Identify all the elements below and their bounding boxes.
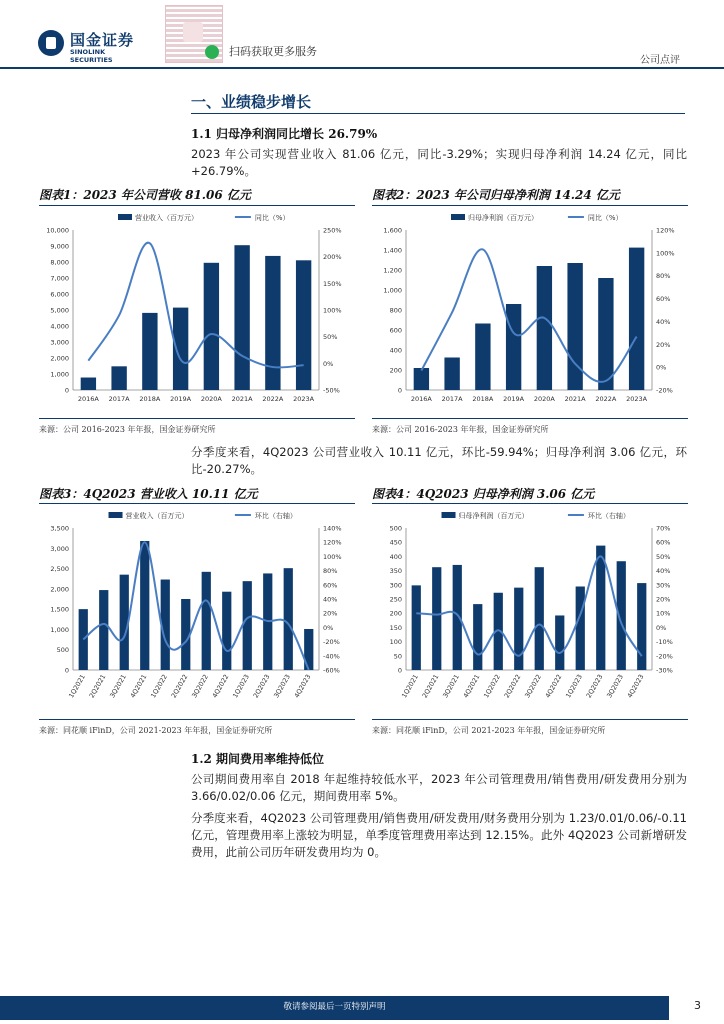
right-y-tick-label: 100% — [323, 306, 342, 315]
x-tick-label: 2017A — [108, 395, 130, 403]
subsection-title-1: 1.1 归母净利润同比增长 26.79% — [191, 127, 378, 141]
bar — [596, 546, 605, 670]
x-tick-label: 1Q2023 — [231, 673, 251, 700]
figure-2-chart — [372, 208, 688, 414]
right-y-tick-label: 60% — [656, 295, 671, 304]
paragraph-quarterly-expenses: 分季度来看，4Q2023 公司管理费用/销售费用/研发费用/财务费用分别为 1.23/0.01/0.06/-0.11 亿元，管理费用率上涨较为明显，单季度管理费用率达到 12.15%。此外 4Q2023 公司新增研发费用，此前公司历年研发费用均为 0。 — [191, 811, 687, 859]
right-y-tick-label: 70% — [656, 524, 671, 533]
bar — [473, 604, 482, 670]
x-tick-label: 2021A — [564, 395, 586, 403]
figure-1-rule — [39, 205, 355, 206]
right-y-tick-label: 120% — [323, 538, 342, 547]
bar — [506, 304, 521, 390]
x-tick-label: 2022A — [595, 395, 617, 403]
left-y-tick-label: 150 — [389, 623, 402, 632]
bar — [99, 590, 108, 670]
right-y-tick-label: 40% — [323, 595, 338, 604]
left-y-tick-label: 500 — [389, 524, 402, 533]
bar — [265, 256, 280, 390]
bar — [111, 366, 126, 390]
left-y-tick-label: 9,000 — [50, 242, 69, 251]
bar — [243, 581, 252, 670]
figure-4-chart — [372, 506, 688, 716]
document-type-label: 公司点评 — [640, 55, 680, 66]
x-tick-label: 2019A — [170, 395, 192, 403]
x-tick-label: 2020A — [200, 395, 222, 403]
left-y-tick-label: 2,500 — [50, 565, 69, 574]
figure-1-chart — [39, 208, 355, 414]
x-tick-label: 2022A — [262, 395, 284, 403]
left-y-tick-label: 100 — [389, 638, 402, 647]
x-tick-label: 2017A — [441, 395, 463, 403]
right-y-tick-label: 40% — [656, 567, 671, 576]
x-tick-label: 2019A — [503, 395, 525, 403]
right-y-tick-label: 100% — [323, 552, 342, 561]
bar — [142, 313, 157, 390]
figure-4-source: 来源：同花顺 iFinD，公司 2021-2023 年年报，国金证券研究所 — [372, 726, 606, 735]
legend-bar-label: 归母净利润（百万元） — [468, 214, 538, 222]
bar — [453, 565, 462, 670]
figure-1-source: 来源：公司 2016-2023 年年报，国金证券研究所 — [39, 425, 216, 434]
figure-1-title: 图表1：2023 年公司营收 81.06 亿元 — [39, 188, 251, 202]
right-y-tick-label: 0% — [323, 623, 334, 632]
x-tick-label: 2023A — [293, 395, 315, 403]
page-number: 3 — [694, 999, 701, 1012]
legend-line-label: 同比（%） — [587, 214, 623, 222]
left-y-tick-label: 200 — [389, 609, 402, 618]
x-tick-label: 2Q2021 — [420, 673, 441, 700]
logo-mark-icon — [38, 30, 64, 56]
right-y-tick-label: 20% — [656, 340, 671, 349]
left-y-tick-label: 250 — [389, 595, 402, 604]
x-tick-label: 3Q2021 — [108, 673, 128, 700]
right-y-tick-label: 10% — [656, 609, 671, 618]
bar — [140, 541, 149, 670]
company-logo — [38, 28, 148, 64]
left-y-tick-label: 0 — [64, 386, 69, 395]
left-y-tick-label: 3,000 — [50, 338, 69, 347]
bar — [637, 583, 646, 670]
right-y-tick-label: 0% — [656, 623, 667, 632]
left-y-tick-label: 10,000 — [46, 226, 69, 235]
qr-caption: 扫码获取更多服务 — [229, 45, 317, 58]
right-y-tick-label: 150% — [323, 279, 342, 288]
x-tick-label: 2021A — [231, 395, 253, 403]
left-y-tick-label: 6,000 — [50, 290, 69, 299]
left-y-tick-label: 50 — [393, 652, 402, 661]
bar — [81, 378, 96, 390]
paragraph-expense-ratio: 公司期间费用率自 2018 年起维持较低水平，2023 年公司管理费用/销售费用/研发费用分别为 3.66/0.02/0.06 亿元，期间费用率 5%。 — [191, 772, 687, 803]
figure-3-chart — [39, 506, 355, 716]
right-y-tick-label: 60% — [323, 581, 338, 590]
left-y-tick-label: 4,000 — [50, 322, 69, 331]
left-y-tick-label: 1,000 — [383, 286, 402, 295]
right-y-tick-label: -20% — [656, 386, 673, 395]
x-tick-label: 1Q2021 — [67, 673, 87, 700]
growth-line — [83, 542, 309, 670]
right-y-tick-label: 20% — [656, 595, 671, 604]
right-y-tick-label: 60% — [656, 538, 671, 547]
bar — [444, 358, 459, 391]
left-y-tick-label: 1,000 — [50, 625, 69, 634]
x-tick-label: 2Q2021 — [87, 673, 108, 700]
bar — [567, 263, 582, 390]
header-divider — [0, 67, 724, 69]
bar — [432, 567, 441, 670]
figure-2-source: 来源：公司 2016-2023 年年报，国金证券研究所 — [372, 425, 549, 434]
right-y-tick-label: 30% — [656, 581, 671, 590]
right-y-tick-label: 120% — [656, 226, 675, 235]
left-y-tick-label: 400 — [389, 552, 402, 561]
left-y-tick-label: 8,000 — [50, 258, 69, 267]
qr-center-logo-icon — [183, 22, 203, 42]
bar — [79, 609, 88, 670]
left-y-tick-label: 450 — [389, 538, 402, 547]
x-tick-label: 2016A — [77, 395, 99, 403]
bar — [202, 572, 211, 670]
bar — [234, 245, 249, 390]
right-y-tick-label: 100% — [656, 249, 675, 258]
left-y-tick-label: 600 — [389, 326, 402, 335]
growth-line — [416, 556, 642, 656]
bar — [576, 587, 585, 670]
x-tick-label: 3Q2023 — [272, 673, 292, 700]
x-tick-label: 2016A — [410, 395, 432, 403]
figure-3-source: 来源：同花顺 iFinD，公司 2021-2023 年年报，国金证券研究所 — [39, 726, 273, 735]
section-title: 一、业绩稳步增长 — [191, 93, 312, 111]
x-tick-label: 3Q2023 — [605, 673, 625, 700]
right-y-tick-label: 200% — [323, 253, 342, 262]
x-tick-label: 2Q2023 — [251, 673, 272, 700]
subsection-title-2: 1.2 期间费用率维持低位 — [191, 752, 325, 766]
right-y-tick-label: 50% — [323, 333, 338, 342]
x-tick-label: 2018A — [472, 395, 494, 403]
left-y-tick-label: 0 — [397, 386, 402, 395]
left-y-tick-label: 1,600 — [383, 226, 402, 235]
right-y-tick-label: -20% — [323, 638, 340, 647]
left-y-tick-label: 500 — [56, 646, 69, 655]
left-y-tick-label: 3,500 — [50, 524, 69, 533]
bar — [475, 324, 490, 391]
paragraph-annual-results: 2023 年公司实现营业收入 81.06 亿元，同比-3.29%；实现归母净利润 14.24 亿元，同比+26.79%。 — [191, 147, 687, 178]
x-tick-label: 1Q2022 — [482, 673, 502, 700]
x-tick-label: 2Q2023 — [584, 673, 605, 700]
right-y-tick-label: 20% — [323, 609, 338, 618]
figure-2-title: 图表2：2023 年公司归母净利润 14.24 亿元 — [372, 188, 620, 202]
left-y-tick-label: 0 — [64, 666, 69, 675]
x-tick-label: 3Q2021 — [441, 673, 461, 700]
legend-bar-label: 归母净利润（百万元） — [458, 512, 529, 520]
bar — [537, 266, 552, 390]
right-y-tick-label: 80% — [323, 567, 338, 576]
x-tick-label: 4Q2021 — [128, 673, 149, 700]
left-y-tick-label: 350 — [389, 567, 402, 576]
x-tick-label: 4Q2022 — [543, 673, 564, 700]
x-tick-label: 3Q2022 — [190, 673, 210, 700]
logo-english-name: SINOLINK SECURITIES — [70, 48, 113, 64]
bar — [412, 585, 421, 670]
footer-disclaimer-link[interactable]: 敬请参阅最后一页特别声明 — [283, 1002, 386, 1012]
left-y-tick-label: 5,000 — [50, 306, 69, 315]
right-y-tick-label: -50% — [323, 386, 340, 395]
legend-bar-label: 营业收入（百万元） — [125, 512, 189, 520]
figure-4-title: 图表4：4Q2023 归母净利润 3.06 亿元 — [372, 487, 595, 501]
legend-line-label: 环比（右轴） — [587, 512, 630, 520]
bar — [629, 248, 644, 390]
x-tick-label: 2018A — [139, 395, 161, 403]
left-y-tick-label: 1,500 — [50, 605, 69, 614]
figure-3-bottom-rule — [39, 719, 355, 720]
bar — [296, 260, 311, 390]
x-tick-label: 1Q2022 — [149, 673, 169, 700]
x-tick-label: 3Q2022 — [523, 673, 543, 700]
left-y-tick-label: 800 — [389, 306, 402, 315]
figure-2-rule — [372, 205, 688, 206]
x-tick-label: 4Q2023 — [292, 673, 313, 700]
right-y-tick-label: -30% — [656, 666, 673, 675]
x-tick-label: 4Q2022 — [210, 673, 231, 700]
figure-2-bottom-rule — [372, 418, 688, 419]
right-y-tick-label: 50% — [656, 552, 671, 561]
left-y-tick-label: 400 — [389, 346, 402, 355]
right-y-tick-label: -40% — [323, 652, 340, 661]
right-y-tick-label: -60% — [323, 666, 340, 675]
bar — [414, 368, 429, 390]
bar — [598, 278, 613, 390]
legend-bar-swatch — [442, 512, 456, 518]
x-tick-label: 1Q2023 — [564, 673, 584, 700]
paragraph-quarterly-results: 分季度来看，4Q2023 公司营业收入 10.11 亿元，环比-59.94%；归母净利润 3.06 亿元，环比-20.27%。 — [191, 445, 687, 476]
left-y-tick-label: 1,000 — [50, 370, 69, 379]
legend-bar-swatch — [451, 214, 465, 220]
right-y-tick-label: 250% — [323, 226, 342, 235]
bar — [222, 592, 231, 670]
wechat-icon — [205, 45, 219, 59]
figure-4-rule — [372, 503, 688, 504]
figure-3-title: 图表3：4Q2023 营业收入 10.11 亿元 — [39, 487, 258, 501]
right-y-tick-label: 40% — [656, 317, 671, 326]
left-y-tick-label: 300 — [389, 581, 402, 590]
right-y-tick-label: 140% — [323, 524, 342, 533]
x-tick-label: 2023A — [626, 395, 648, 403]
legend-line-label: 环比（右轴） — [254, 512, 297, 520]
bar — [535, 567, 544, 670]
bar — [514, 588, 523, 670]
figure-3-rule — [39, 503, 355, 504]
legend-line-label: 同比（%） — [254, 214, 290, 222]
left-y-tick-label: 200 — [389, 366, 402, 375]
right-y-tick-label: -10% — [656, 638, 673, 647]
left-y-tick-label: 1,200 — [383, 266, 402, 275]
x-tick-label: 1Q2021 — [400, 673, 420, 700]
legend-bar-swatch — [118, 214, 132, 220]
logo-chinese-name: 国金证券 — [70, 31, 135, 49]
right-y-tick-label: 0% — [656, 363, 667, 372]
bar — [555, 615, 564, 670]
x-tick-label: 2020A — [533, 395, 555, 403]
right-y-tick-label: 0% — [323, 359, 334, 368]
left-y-tick-label: 1,400 — [383, 246, 402, 255]
figure-1-bottom-rule — [39, 418, 355, 419]
x-tick-label: 2Q2022 — [169, 673, 190, 700]
legend-bar-swatch — [109, 512, 123, 518]
x-tick-label: 4Q2021 — [461, 673, 482, 700]
left-y-tick-label: 3,000 — [50, 544, 69, 553]
right-y-tick-label: 80% — [656, 272, 671, 281]
bar — [284, 568, 293, 670]
bar — [204, 263, 219, 390]
section-divider — [191, 113, 685, 114]
left-y-tick-label: 2,000 — [50, 354, 69, 363]
left-y-tick-label: 7,000 — [50, 274, 69, 283]
right-y-tick-label: -20% — [656, 652, 673, 661]
left-y-tick-label: 2,000 — [50, 585, 69, 594]
legend-bar-label: 营业收入（百万元） — [135, 214, 198, 222]
x-tick-label: 4Q2023 — [625, 673, 646, 700]
x-tick-label: 2Q2022 — [502, 673, 523, 700]
left-y-tick-label: 0 — [397, 666, 402, 675]
figure-4-bottom-rule — [372, 719, 688, 720]
